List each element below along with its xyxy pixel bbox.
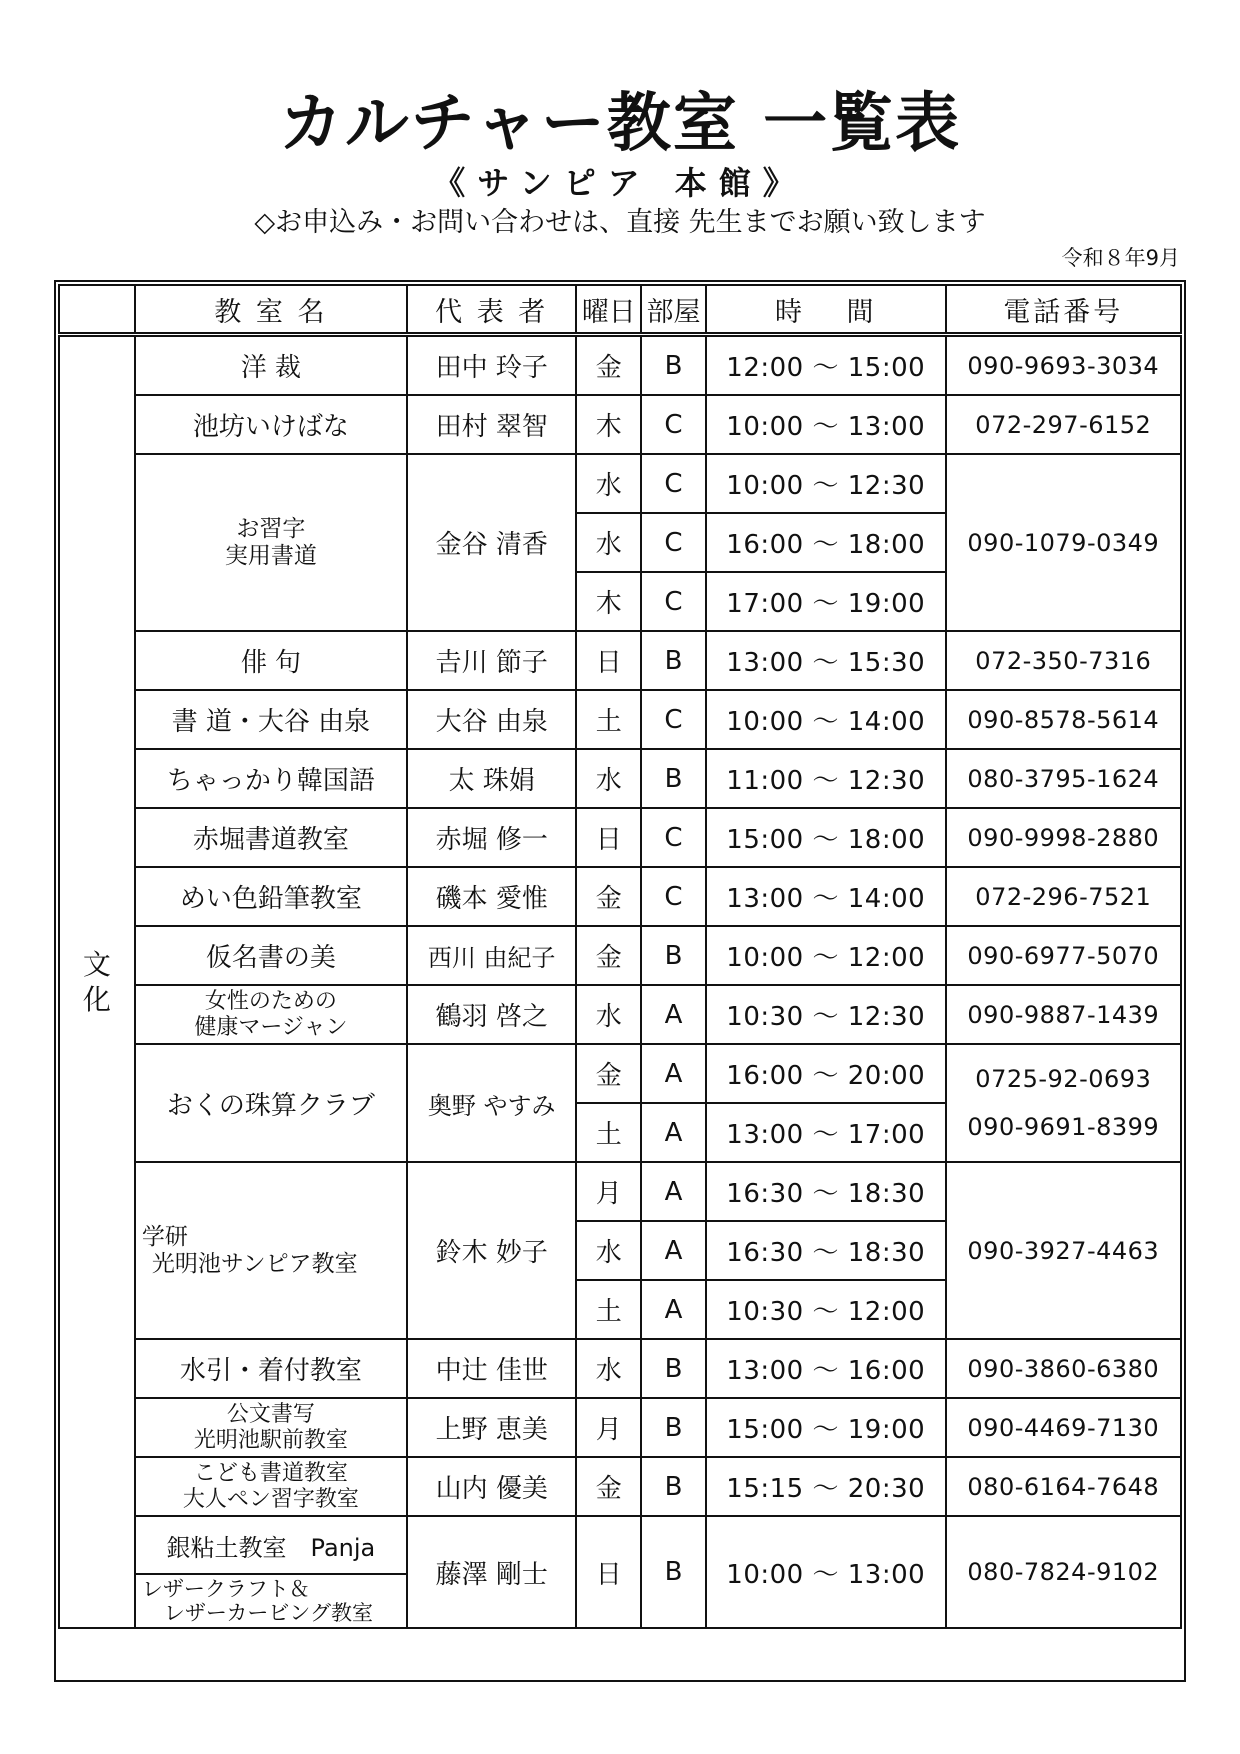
classroom-name: 洋 裁 bbox=[135, 335, 407, 396]
table-row bbox=[59, 335, 1181, 396]
header-category bbox=[59, 285, 135, 335]
table-row bbox=[59, 631, 1181, 690]
time-cell: 10:30 ～ 12:00 bbox=[706, 1280, 946, 1339]
class-schedule-table bbox=[58, 284, 1182, 1629]
day-cell: 月 bbox=[576, 1398, 641, 1457]
classroom-name bbox=[135, 1457, 407, 1516]
time-cell: 10:30 ～ 12:30 bbox=[706, 985, 946, 1044]
time-cell: 16:30 ～ 18:30 bbox=[706, 1221, 946, 1280]
time-cell: 10:00 ～ 12:00 bbox=[706, 926, 946, 985]
room-cell: B bbox=[641, 749, 706, 808]
room-cell: B bbox=[641, 1457, 706, 1516]
classroom-name bbox=[135, 1398, 407, 1457]
day-cell: 水 bbox=[576, 985, 641, 1044]
classroom-name: 書 道・大谷 由泉 bbox=[135, 690, 407, 749]
page-title: カルチャー教室 一覧表 bbox=[278, 87, 962, 161]
teacher-name: 上野 恵美 bbox=[407, 1398, 577, 1457]
room-cell: C bbox=[641, 690, 706, 749]
teacher-name: 鶴羽 啓之 bbox=[407, 985, 577, 1044]
phone-cell: 090-9998-2880 bbox=[946, 808, 1181, 867]
time-cell: 15:00 ～ 18:00 bbox=[706, 808, 946, 867]
phone-cell: 090-9887-1439 bbox=[946, 985, 1181, 1044]
time-cell: 16:30 ～ 18:30 bbox=[706, 1162, 946, 1221]
header-time: 時 間 bbox=[706, 285, 946, 335]
table-row bbox=[59, 1162, 1181, 1221]
day-cell: 金 bbox=[576, 926, 641, 985]
table-row bbox=[59, 1398, 1181, 1457]
classroom-name-line2: 光明池駅前教室 bbox=[193, 1427, 348, 1453]
room-cell: B bbox=[641, 1516, 706, 1628]
phone-cell: 072-297-6152 bbox=[946, 395, 1181, 454]
time-cell: 17:00 ～ 19:00 bbox=[706, 572, 946, 631]
time-cell: 15:15 ～ 20:30 bbox=[706, 1457, 946, 1516]
phone-cell: 090-8578-5614 bbox=[946, 690, 1181, 749]
day-cell: 金 bbox=[576, 1044, 641, 1103]
room-cell: B bbox=[641, 1398, 706, 1457]
teacher-name: 大谷 由泉 bbox=[407, 690, 577, 749]
room-cell: C bbox=[641, 454, 706, 513]
table-row bbox=[59, 1516, 1181, 1574]
day-cell: 月 bbox=[576, 1162, 641, 1221]
header-phone: 電話番号 bbox=[946, 285, 1181, 335]
header-row bbox=[59, 285, 1181, 335]
day-cell: 水 bbox=[576, 749, 641, 808]
table-row bbox=[59, 1457, 1181, 1516]
classroom-name-line1: 女性のための bbox=[204, 989, 337, 1015]
day-cell: 水 bbox=[576, 1221, 641, 1280]
classroom-name-line1: お習字 bbox=[236, 516, 306, 543]
phone-line1: 0725-92-0693 bbox=[975, 1065, 1152, 1093]
teacher-name: 赤堀 修一 bbox=[407, 808, 577, 867]
phone-cell: 090-3860-6380 bbox=[946, 1339, 1181, 1398]
classroom-name: おくの珠算クラブ bbox=[135, 1044, 407, 1162]
table-row bbox=[59, 690, 1181, 749]
teacher-name: 鈴木 妙子 bbox=[407, 1162, 577, 1339]
classroom-name-line2: 健康マージャン bbox=[194, 1014, 348, 1040]
room-cell: C bbox=[641, 513, 706, 572]
header-teacher: 代 表 者 bbox=[407, 285, 577, 335]
table-row bbox=[59, 1044, 1181, 1103]
classroom-name-line2: 実用書道 bbox=[224, 542, 317, 569]
phone-cell: 080-7824-9102 bbox=[946, 1516, 1181, 1628]
teacher-name: 西川 由紀子 bbox=[407, 926, 577, 985]
table-row bbox=[59, 808, 1181, 867]
table-row bbox=[59, 395, 1181, 454]
classroom-name-line2: 光明池サンピア教室 bbox=[151, 1250, 358, 1277]
room-cell: A bbox=[641, 985, 706, 1044]
teacher-name: 中辻 佳世 bbox=[407, 1339, 577, 1398]
day-cell: 金 bbox=[576, 867, 641, 926]
room-cell: C bbox=[641, 395, 706, 454]
room-cell: C bbox=[641, 572, 706, 631]
classroom-name-line1: こども書道教室 bbox=[193, 1461, 348, 1487]
teacher-name: 田中 玲子 bbox=[407, 335, 577, 396]
day-cell: 土 bbox=[576, 1280, 641, 1339]
room-cell: A bbox=[641, 1162, 706, 1221]
classroom-name-line1: 学研 bbox=[141, 1224, 188, 1251]
time-cell: 10:00 ～ 13:00 bbox=[706, 395, 946, 454]
room-cell: B bbox=[641, 631, 706, 690]
room-cell: B bbox=[641, 1339, 706, 1398]
classroom-name-line2: レザーカービング教室 bbox=[163, 1601, 373, 1625]
classroom-name: 俳 句 bbox=[135, 631, 407, 690]
teacher-name: 磯本 愛惟 bbox=[407, 867, 577, 926]
classroom-name: 水引・着付教室 bbox=[135, 1339, 407, 1398]
classroom-name-line1: レザークラフト＆ bbox=[141, 1576, 310, 1601]
time-cell: 11:00 ～ 12:30 bbox=[706, 749, 946, 808]
classroom-name-line1: 公文書写 bbox=[226, 1402, 315, 1428]
room-cell: C bbox=[641, 808, 706, 867]
room-cell: B bbox=[641, 335, 706, 396]
time-cell: 10:00 ～ 12:30 bbox=[706, 454, 946, 513]
day-cell: 水 bbox=[576, 1339, 641, 1398]
day-cell: 土 bbox=[576, 1103, 641, 1162]
day-cell: 水 bbox=[576, 454, 641, 513]
header-room: 部屋 bbox=[641, 285, 706, 335]
table-row bbox=[59, 926, 1181, 985]
classroom-name-secondary bbox=[135, 1574, 407, 1628]
phone-cell: 072-350-7316 bbox=[946, 631, 1181, 690]
room-cell: A bbox=[641, 1221, 706, 1280]
day-cell: 土 bbox=[576, 690, 641, 749]
classroom-name bbox=[135, 1162, 407, 1339]
day-cell: 水 bbox=[576, 513, 641, 572]
contact-notice: ◇お申込み・お問い合わせは、直接 先生までお願い致します bbox=[254, 207, 986, 238]
classroom-name bbox=[135, 985, 407, 1044]
classroom-name: 赤堀書道教室 bbox=[135, 808, 407, 867]
day-cell: 日 bbox=[576, 808, 641, 867]
issue-date: 令和８年9月 bbox=[1061, 246, 1180, 270]
classroom-name: 仮名書の美 bbox=[135, 926, 407, 985]
teacher-name: 𠮷川 節子 bbox=[407, 631, 577, 690]
day-cell: 日 bbox=[576, 1516, 641, 1628]
table-row bbox=[59, 985, 1181, 1044]
phone-cell: 080-6164-7648 bbox=[946, 1457, 1181, 1516]
day-cell: 金 bbox=[576, 1457, 641, 1516]
header-classroom: 教 室 名 bbox=[135, 285, 407, 335]
day-cell: 木 bbox=[576, 395, 641, 454]
phone-cell: 090-9693-3034 bbox=[946, 335, 1181, 396]
time-cell: 13:00 ～ 17:00 bbox=[706, 1103, 946, 1162]
phone-cell: 090-4469-7130 bbox=[946, 1398, 1181, 1457]
classroom-name: ちゃっかり韓国語 bbox=[135, 749, 407, 808]
teacher-name: 藤澤 剛士 bbox=[407, 1516, 577, 1628]
time-cell: 13:00 ～ 14:00 bbox=[706, 867, 946, 926]
day-cell: 日 bbox=[576, 631, 641, 690]
teacher-name: 奥野 やすみ bbox=[407, 1044, 577, 1162]
day-cell: 金 bbox=[576, 335, 641, 396]
time-cell: 12:00 ～ 15:00 bbox=[706, 335, 946, 396]
table-row bbox=[59, 454, 1181, 513]
room-cell: C bbox=[641, 867, 706, 926]
phone-cell: 090-1079-0349 bbox=[946, 454, 1181, 631]
room-cell: A bbox=[641, 1280, 706, 1339]
table-row bbox=[59, 749, 1181, 808]
time-cell: 10:00 ～ 14:00 bbox=[706, 690, 946, 749]
classroom-name: めい色鉛筆教室 bbox=[135, 867, 407, 926]
category-cell: 文 化 bbox=[59, 335, 135, 1629]
phone-cell: 090-6977-5070 bbox=[946, 926, 1181, 985]
time-cell: 16:00 ～ 18:00 bbox=[706, 513, 946, 572]
time-cell: 15:00 ～ 19:00 bbox=[706, 1398, 946, 1457]
phone-cell: 080-3795-1624 bbox=[946, 749, 1181, 808]
teacher-name: 田村 翠智 bbox=[407, 395, 577, 454]
classroom-name-line2: 大人ペン習字教室 bbox=[182, 1486, 359, 1512]
room-cell: B bbox=[641, 926, 706, 985]
table-row bbox=[59, 1339, 1181, 1398]
day-cell: 木 bbox=[576, 572, 641, 631]
time-cell: 13:00 ～ 15:30 bbox=[706, 631, 946, 690]
table-row bbox=[59, 867, 1181, 926]
phone-cell: 072-296-7521 bbox=[946, 867, 1181, 926]
room-cell: A bbox=[641, 1044, 706, 1103]
room-cell: A bbox=[641, 1103, 706, 1162]
teacher-name: 山内 優美 bbox=[407, 1457, 577, 1516]
classroom-name bbox=[135, 454, 407, 631]
phone-cell: 090-3927-4463 bbox=[946, 1162, 1181, 1339]
time-cell: 10:00 ～ 13:00 bbox=[706, 1516, 946, 1628]
phone-cell bbox=[946, 1044, 1181, 1162]
header-day: 曜日 bbox=[576, 285, 641, 335]
building-subtitle: 《サンピア 本館》 bbox=[433, 164, 807, 202]
time-cell: 13:00 ～ 16:00 bbox=[706, 1339, 946, 1398]
phone-line2: 090-9691-8399 bbox=[967, 1113, 1160, 1141]
time-cell: 16:00 ～ 20:00 bbox=[706, 1044, 946, 1103]
teacher-name: 金谷 清香 bbox=[407, 454, 577, 631]
teacher-name: 太 珠娟 bbox=[407, 749, 577, 808]
classroom-name: 銀粘土教室 Panja bbox=[135, 1516, 407, 1574]
classroom-name: 池坊いけばな bbox=[135, 395, 407, 454]
